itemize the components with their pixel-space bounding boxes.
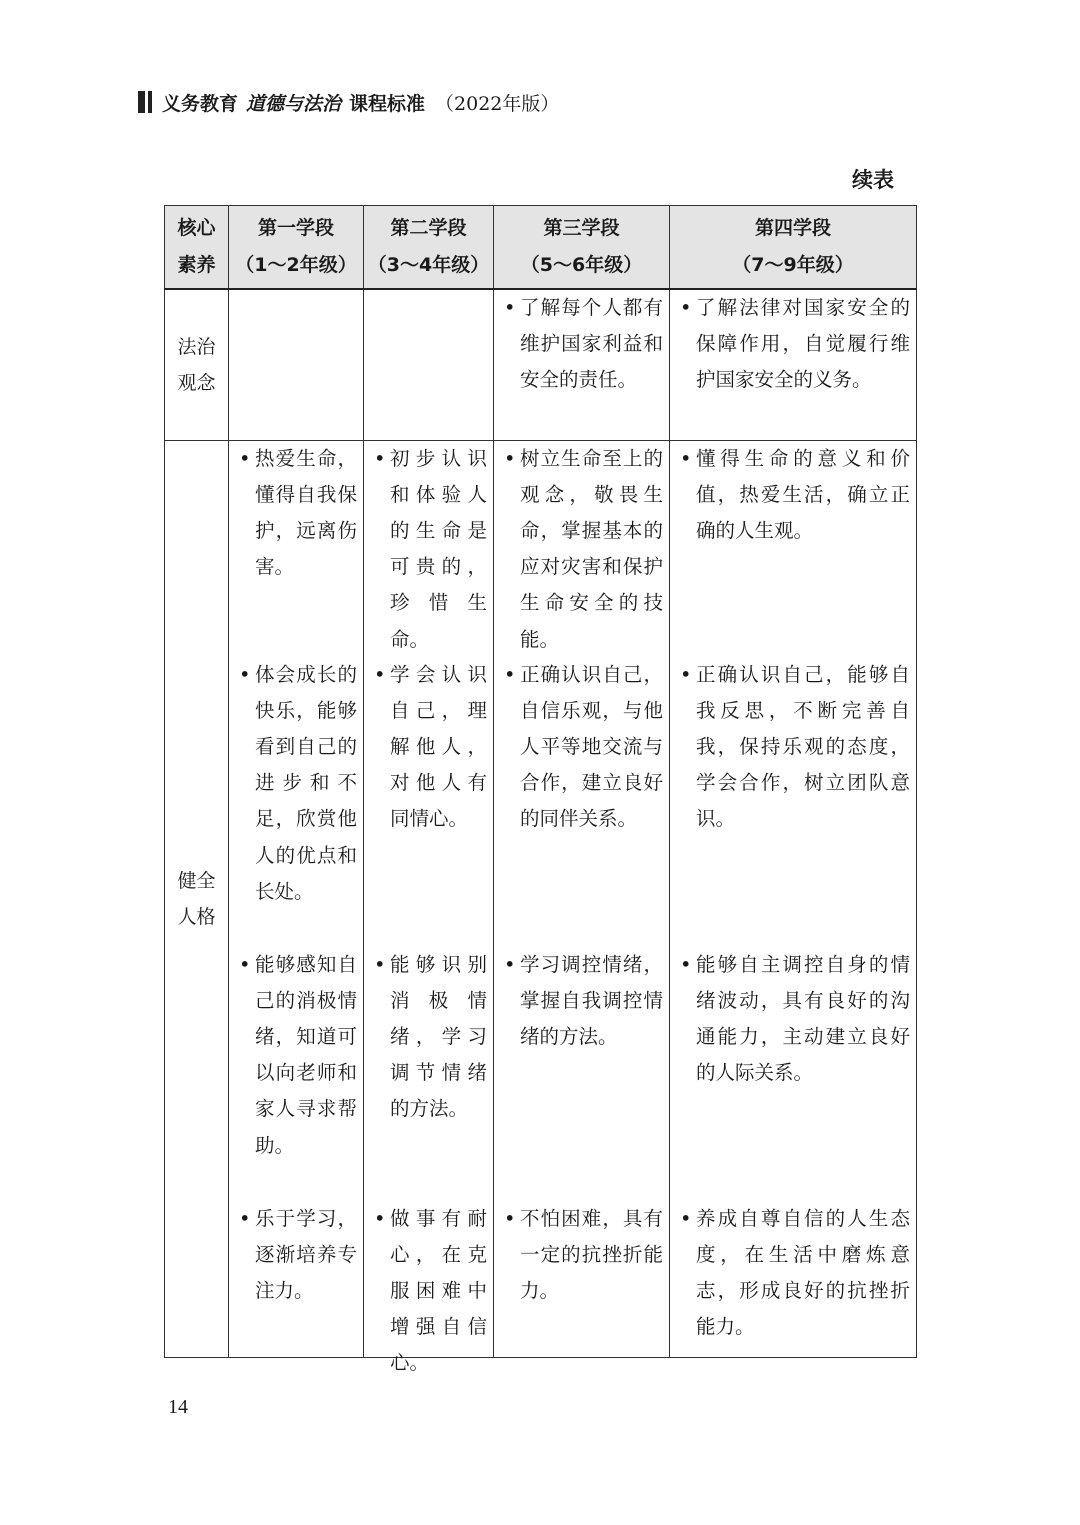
page-number: 14 — [168, 1396, 188, 1418]
book-doc: 课程标准 — [349, 92, 426, 115]
category-line: 观念 — [177, 371, 216, 394]
bullet-icon: • — [374, 1206, 386, 1230]
list-item — [364, 947, 493, 1128]
continued-label: 续表 — [852, 168, 894, 192]
bullet-icon: • — [504, 1206, 516, 1230]
table-cell — [670, 440, 917, 1357]
block-1 — [364, 441, 493, 657]
table-cell — [670, 289, 917, 440]
list-item — [364, 657, 493, 838]
list-item — [670, 657, 916, 838]
bullet-icon: • — [680, 1206, 692, 1230]
list-item — [494, 1201, 669, 1310]
table-header-row — [165, 206, 917, 290]
book-series: 义务教育 — [162, 92, 239, 115]
header-line: 第四学段 — [754, 217, 831, 239]
block-2 — [229, 657, 363, 947]
item-text: 树立生命至上的观念，敬畏生命，掌握基本的应对灾害和保护生命安全的技能。 — [520, 446, 663, 651]
bullet-icon: • — [239, 1206, 251, 1230]
list-item — [670, 1201, 916, 1346]
item-text: 能够识别消极情绪，学习调节情绪的方法。 — [390, 952, 487, 1121]
item-text: 养成自尊自信的人生态度，在生活中磨炼意志，形成良好的抗挫折能力。 — [696, 1206, 910, 1339]
category-line: 健全 — [177, 869, 216, 892]
list-item — [494, 657, 669, 838]
item-text: 初步认识和体验人的生命是可贵的，珍惜生命。 — [390, 446, 487, 651]
book-edition: （2022年版） — [435, 92, 560, 115]
category-sound-personality — [165, 440, 229, 1357]
bullet-icon: • — [374, 952, 386, 976]
block-1 — [494, 441, 669, 657]
book-subject: 道德与法治 — [246, 92, 342, 115]
cell-empty — [364, 289, 494, 440]
item-text: 乐于学习，逐渐培养专注力。 — [255, 1206, 357, 1302]
item-text: 正确认识自己，能够自我反思，不断完善自我，保持乐观的态度，学会合作，树立团队意识。 — [696, 662, 910, 831]
table-cell — [494, 440, 670, 1357]
block-3 — [670, 947, 916, 1201]
header-line: 核心 — [177, 217, 216, 239]
bullet-icon: • — [680, 446, 692, 470]
list-item — [229, 657, 363, 910]
cell-empty — [229, 289, 364, 440]
block-4 — [229, 1201, 363, 1357]
list-item — [494, 947, 669, 1056]
list-item — [229, 1201, 363, 1310]
bullet-icon: • — [374, 662, 386, 686]
header-line: 第三学段 — [543, 217, 620, 239]
block-1 — [670, 441, 916, 657]
header-stage-3 — [494, 206, 670, 290]
header-bars-decoration — [138, 91, 152, 113]
category-line: 法治 — [177, 335, 216, 358]
header-line: 第二学段 — [390, 217, 467, 239]
block-2 — [494, 657, 669, 947]
list-item — [494, 441, 669, 658]
item-text: 学会认识自己，理解他人，对他人有同情心。 — [390, 662, 487, 831]
table-cell — [364, 440, 494, 1375]
book-title — [162, 89, 559, 116]
item-text: 体会成长的快乐，能够看到自己的进步和不足，欣赏他人的优点和长处。 — [255, 662, 357, 903]
bullet-icon: • — [239, 662, 251, 686]
item-text: 正确认识自己，自信乐观，与他人平等地交流与合作，建立良好的同伴关系。 — [520, 662, 663, 831]
header-line: （1～2年级） — [235, 254, 357, 276]
bullet-icon: • — [239, 952, 251, 976]
header-line: （3～4年级） — [367, 254, 490, 276]
category-line: 人格 — [177, 905, 216, 928]
item-text: 热爱生命，懂得自我保护，远离伤害。 — [255, 446, 357, 579]
item-text: 不怕困难，具有一定的抗挫折能力。 — [520, 1206, 663, 1302]
block-4 — [494, 1201, 669, 1357]
block-3 — [494, 947, 669, 1201]
header-stage-4 — [670, 206, 917, 290]
header-line: 素养 — [177, 254, 216, 276]
item-text: 了解每个人都有维护国家利益和安全的责任。 — [520, 296, 663, 392]
category-rule-of-law — [165, 289, 229, 440]
block-4 — [364, 1201, 493, 1375]
header-line: （7～9年级） — [732, 254, 854, 276]
bullet-icon: • — [680, 952, 692, 976]
header-bar-thin — [148, 91, 152, 113]
block-1 — [229, 441, 363, 657]
table-cell — [494, 289, 670, 440]
block-2 — [670, 657, 916, 947]
table-cell — [229, 440, 364, 1357]
list-item — [229, 947, 363, 1164]
curriculum-table — [164, 205, 917, 1375]
header-core-literacy — [165, 206, 229, 290]
bullet-icon: • — [239, 446, 251, 470]
bullet-icon: • — [504, 662, 516, 686]
list-item — [364, 1201, 493, 1382]
list-item — [364, 441, 493, 658]
item-text: 懂得生命的意义和价值，热爱生活，确立正确的人生观。 — [696, 446, 910, 542]
item-text: 了解法律对国家安全的保障作用，自觉履行维护国家安全的义务。 — [696, 296, 910, 392]
block-2 — [364, 657, 493, 947]
bullet-icon: • — [680, 296, 692, 319]
list-item — [670, 290, 916, 399]
bullet-icon: • — [680, 662, 692, 686]
block-4 — [670, 1201, 916, 1357]
item-text: 能够自主调控自身的情绪波动，具有良好的沟通能力，主动建立良好的人际关系。 — [696, 952, 910, 1085]
bullet-icon: • — [504, 296, 516, 319]
list-item — [670, 947, 916, 1092]
list-item — [494, 290, 669, 399]
item-text: 做事有耐心，在克服困难中增强自信心。 — [390, 1206, 487, 1375]
block-3 — [364, 947, 493, 1201]
table-row-sound-personality — [165, 440, 917, 1357]
bullet-icon: • — [504, 446, 516, 470]
list-item — [229, 441, 363, 586]
header-stage-1 — [229, 206, 364, 290]
running-head — [138, 88, 559, 116]
table-row-rule-of-law — [165, 289, 917, 440]
item-text: 学习调控情绪，掌握自我调控情绪的方法。 — [520, 952, 663, 1048]
bullet-icon: • — [504, 952, 516, 976]
header-stage-2 — [364, 206, 494, 290]
header-line: （5～6年级） — [520, 254, 643, 276]
item-text: 能够感知自己的消极情绪，知道可以向老师和家人寻求帮助。 — [255, 952, 357, 1157]
list-item — [670, 441, 916, 550]
header-line: 第一学段 — [257, 217, 334, 239]
bullet-icon: • — [374, 446, 386, 470]
block-3 — [229, 947, 363, 1201]
header-bar-thick — [138, 91, 145, 113]
